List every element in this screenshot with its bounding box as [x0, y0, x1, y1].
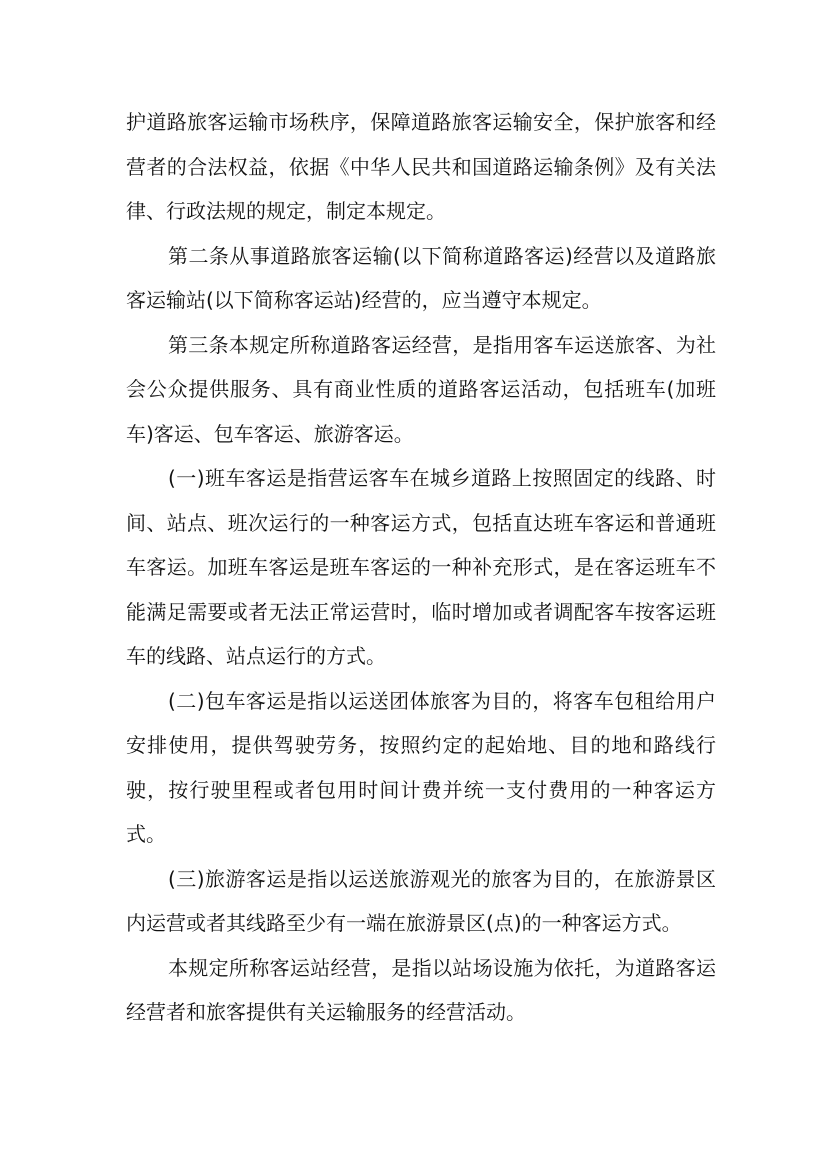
- paragraph-station: 本规定所称客运站经营，是指以站场设施为依托，为道路客运经营者和旅客提供有关运输服务的经营活动。: [126, 955, 716, 1024]
- paragraph-article-3: 第三条本规定所称道路客运经营，是指用客车运送旅客、为社会公众提供服务、具有商业性质的道路客运活动，包括班车(加班车)客运、包车客运、旅游客运。: [126, 332, 716, 446]
- paragraph-item-1: (一)班车客运是指营运客车在城乡道路上按照固定的线路、时间、站点、班次运行的一种客运方式，包括直达班车客运和普通班车客运。加班车客运是班车客运的一种补充形式，是在客运班车不能满足需要或者无法正常运营时，临时增加或者调配客车按客运班车的线路、站点运行的方式。: [126, 466, 716, 668]
- paragraph-1: 护道路旅客运输市场秩序，保障道路旅客运输安全，保护旅客和经营者的合法权益，依据《中华人民共和国道路运输条例》及有关法律、行政法规的规定，制定本规定。: [126, 110, 716, 223]
- document-body: [126, 100, 716, 1035]
- paragraph-item-3: (三)旅游客运是指以运送旅游观光的旅客为目的，在旅游景区内运营或者其线路至少有一端在旅游景区(点)的一种客运方式。: [126, 866, 716, 935]
- paragraph-item-2: (二)包车客运是指以运送团体旅客为目的，将客车包租给用户安排使用，提供驾驶劳务，按照约定的起始地、目的地和路线行驶，按行驶里程或者包用时间计费并统一支付费用的一种客运方式。: [126, 688, 716, 846]
- paragraph-article-2: 第二条从事道路旅客运输(以下简称道路客运)经营以及道路旅客运输站(以下简称客运站)经营的，应当遵守本规定。: [126, 243, 716, 312]
